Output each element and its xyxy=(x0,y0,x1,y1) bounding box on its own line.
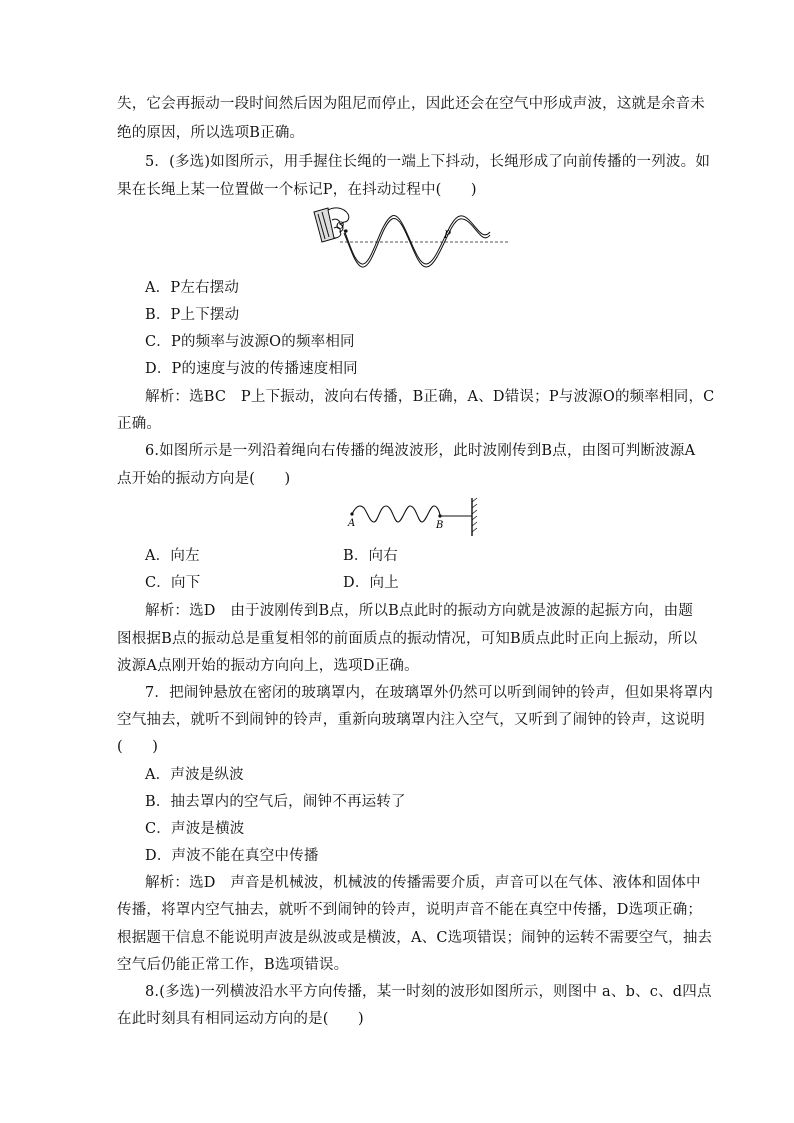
wall-hatch xyxy=(472,498,477,532)
text-line: 绝的原因，所以选项B正确。 xyxy=(117,125,305,141)
question-5-stem: 5．(多选)如图所示，用手握住长绳的一端上下抖动，长绳形成了向前传播的一列波。如 xyxy=(145,154,711,170)
answer-explanation: 根据题干信息不能说明声波是纵波或是横波，A、C选项错误；闹钟的运转不需要空气，抽去 xyxy=(117,930,713,946)
text-line: 失，它会再振动一段时间然后因为阻尼而停止，因此还会在空气中形成声波，这就是余音未 xyxy=(117,96,705,112)
option-c: C．P的频率与波源O的频率相同 xyxy=(145,334,355,350)
rope-wave-edge xyxy=(344,219,490,268)
option-d: D．声波不能在真空中传播 xyxy=(145,848,319,864)
answer-explanation: 图根据B点的振动总是重复相邻的前面质点的振动情况，可知B质点此时正向上振动，所以 xyxy=(117,631,698,647)
option-a: A．P左右摆动 xyxy=(145,280,240,296)
label-o: O xyxy=(336,221,345,232)
label-a: A xyxy=(348,518,356,529)
option-d: D．向上 xyxy=(343,575,399,591)
question-5-stem: 果在长绳上某一位置做一个标记P，在抖动过程中( ) xyxy=(117,182,477,198)
question-7-stem: 空气抽去，就听不到闹钟的铃声，重新向玻璃罩内注入空气，又听到了闹钟的铃声，这说明 xyxy=(117,712,705,728)
answer-explanation: 解析：选D 声音是机械波，机械波的传播需要介质，声音可以在气体、液体和固体中 xyxy=(145,875,701,891)
option-c: C．声波是横波 xyxy=(145,821,245,837)
point-a-marker xyxy=(350,512,353,515)
rope-wave-figure xyxy=(310,204,515,268)
answer-explanation: 传播，将罩内空气抽去，就听不到闹钟的铃声，说明声音不能在真空中传播，D选项正确； xyxy=(117,902,703,918)
answer-explanation: 波源A点刚开始的振动方向向上，选项D正确。 xyxy=(117,658,419,674)
rope-wall-figure xyxy=(340,496,480,540)
point-o-marker xyxy=(344,229,347,232)
option-d: D．P的速度与波的传播速度相同 xyxy=(145,361,358,377)
answer-explanation: 正确。 xyxy=(117,416,162,432)
question-6-stem: 点开始的振动方向是( ) xyxy=(117,471,291,487)
option-a: A．向左 xyxy=(145,548,200,564)
answer-explanation: 解析：选D 由于波刚传到B点，所以B点此时的振动方向就是波源的起振方向，由题 xyxy=(145,603,694,619)
point-b-marker xyxy=(438,514,441,517)
answer-explanation: 空气后仍能正常工作，B选项错误。 xyxy=(117,957,349,973)
question-8-stem: 在此时刻具有相同运动方向的是( ) xyxy=(117,1011,364,1027)
option-a: A．声波是纵波 xyxy=(145,767,244,783)
label-p: P xyxy=(444,230,451,241)
option-c: C．向下 xyxy=(145,575,201,591)
rope-wave xyxy=(352,506,440,522)
label-b: B xyxy=(436,520,444,531)
question-8-stem: 8.(多选)一列横波沿水平方向传播，某一时刻的波形如图所示，则图中 a、b、c、d四点 xyxy=(145,984,712,1000)
question-7-stem: 7．把闹钟悬放在密闭的玻璃罩内，在玻璃罩外仍然可以听到闹钟的铃声，但如果将罩内 xyxy=(145,685,714,701)
question-6-stem: 6.如图所示是一列沿着绳向右传播的绳波波形，此时波刚传到B点，由图可判断波源A xyxy=(145,443,696,459)
answer-explanation: 解析：选BC P上下振动，波向右传播，B正确，A、D错误；P与波源O的频率相同，C xyxy=(145,389,715,405)
option-b: B．向右 xyxy=(343,548,398,564)
option-b: B．抽去罩内的空气后，闹钟不再运转了 xyxy=(145,794,406,810)
question-7-stem: ( ) xyxy=(117,739,159,755)
option-b: B．P上下摆动 xyxy=(145,307,240,323)
